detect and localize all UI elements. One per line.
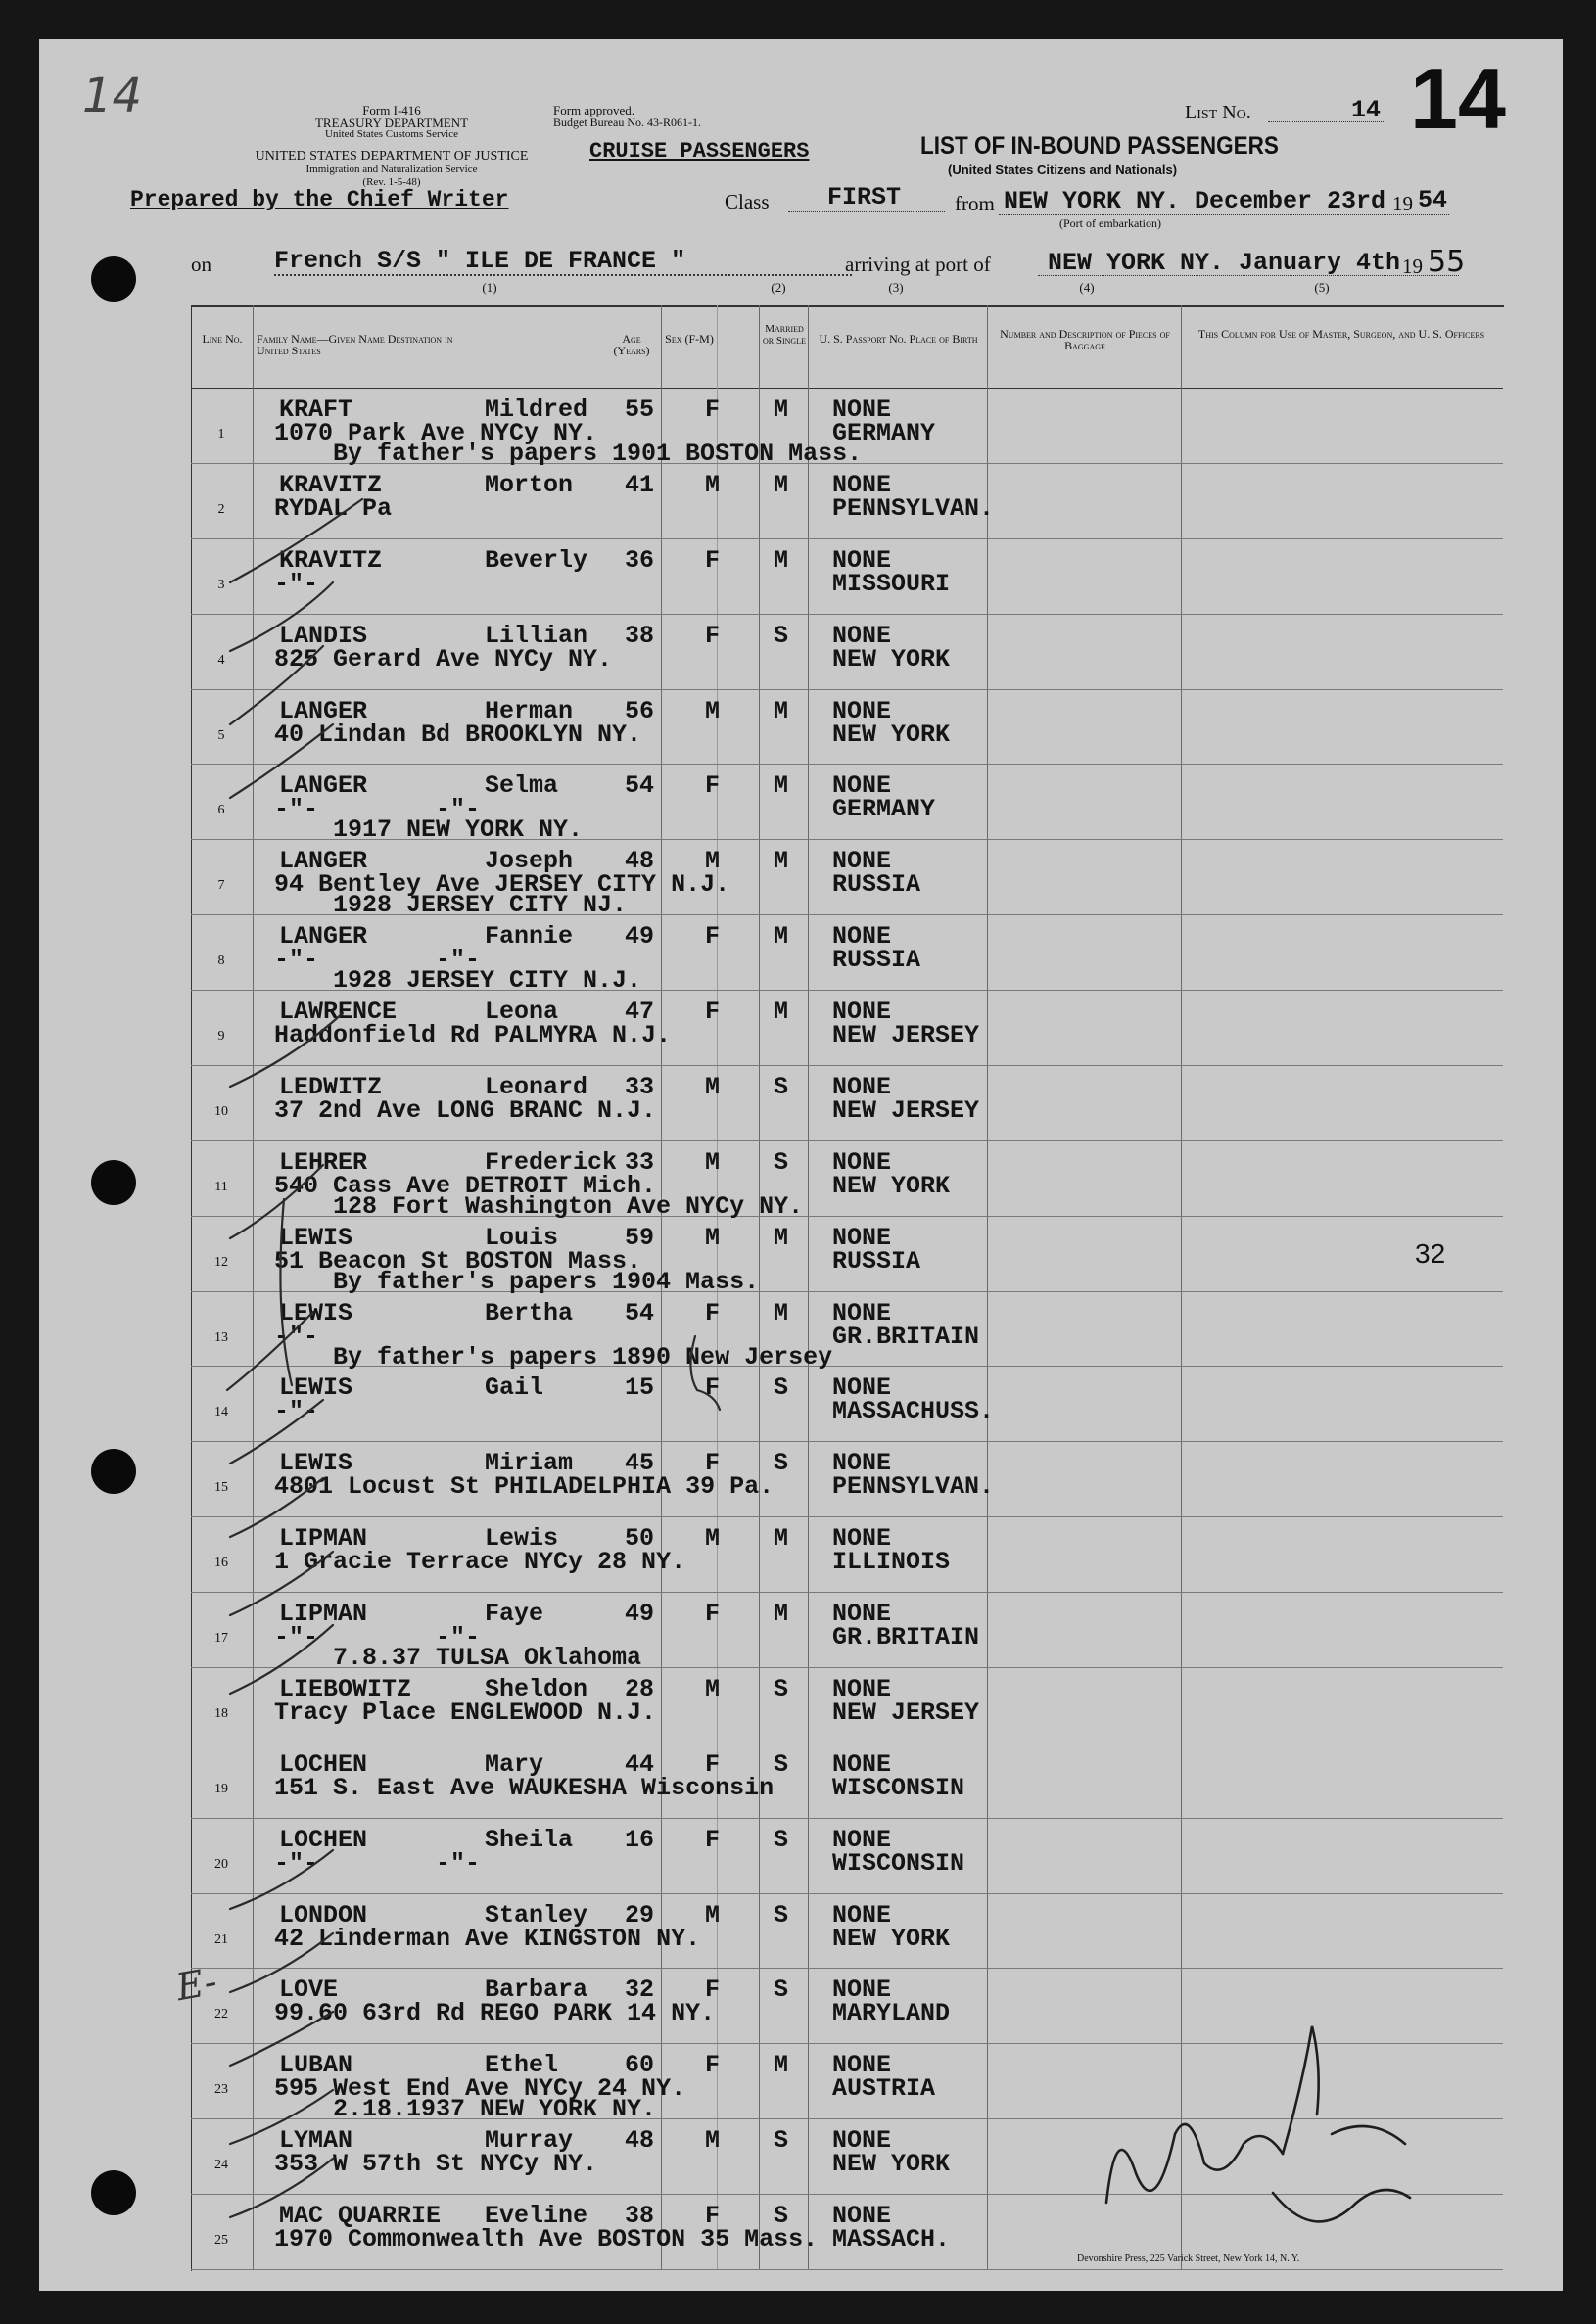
line-number: 3: [217, 577, 225, 592]
passport: NONE: [832, 2126, 892, 2156]
class-label: Class: [725, 190, 770, 213]
header-age: Age (Years): [613, 332, 650, 357]
sex: F: [705, 998, 721, 1027]
from-value: NEW YORK NY. December 23rd: [1004, 187, 1386, 215]
place-of-birth: RUSSIA: [832, 1246, 921, 1276]
line-number: 19: [214, 1781, 228, 1796]
from-label: from: [955, 192, 995, 215]
form-number: Form I-416: [362, 103, 421, 117]
destination: Haddonfield Rd PALMYRA N.J.: [274, 1021, 672, 1050]
header-name: Family Name—Given Name Destination in United States: [257, 332, 453, 357]
naturalization-note: 2.18.1937 NEW YORK NY.: [333, 2095, 657, 2124]
sex: M: [705, 847, 721, 876]
sex: F: [705, 922, 721, 952]
given-name: Sheila: [485, 1825, 574, 1854]
sex: M: [705, 1223, 721, 1252]
sex: F: [705, 1975, 721, 2005]
marital-status: M: [774, 1298, 789, 1327]
list-number-stamp: 14: [1410, 50, 1506, 147]
column-2-marker: (2): [771, 280, 786, 295]
age: 41: [625, 470, 655, 499]
destination: 825 Gerard Ave NYCy NY.: [274, 644, 613, 674]
age: 50: [625, 1524, 655, 1554]
place-of-birth: NEW YORK: [832, 644, 951, 674]
given-name: Morton: [485, 470, 574, 499]
family-name: LIPMAN: [279, 1600, 368, 1629]
given-name: Miriam: [485, 1449, 574, 1478]
naturalization-note: 128 Fort Washington Ave NYCy NY.: [333, 1191, 804, 1221]
class-value: FIRST: [827, 183, 902, 211]
passport: NONE: [832, 2051, 892, 2080]
age: 15: [625, 1373, 655, 1403]
column-4-marker: (4): [1079, 280, 1095, 295]
arriving-year: 55: [1428, 245, 1466, 279]
destination: 94 Bentley Ave JERSEY CITY N.J.: [274, 870, 730, 900]
age: 28: [625, 1674, 655, 1703]
marital-status: S: [774, 1900, 789, 1929]
destination: 1970 Commonwealth Ave BOSTON 35 Mass.: [274, 2225, 819, 2254]
revision: (Rev. 1-5-48): [362, 176, 421, 188]
family-name: LEWIS: [279, 1449, 353, 1478]
sex: M: [705, 1900, 721, 1929]
place-of-birth: NEW YORK: [832, 2150, 951, 2179]
destination: 595 West End Ave NYCy 24 NY.: [274, 2074, 686, 2104]
given-name: Ethel: [485, 2051, 559, 2080]
given-name: Fannie: [485, 922, 574, 952]
family-name: LANDIS: [279, 621, 368, 650]
given-name: Barbara: [485, 1975, 588, 2005]
passport: NONE: [832, 1147, 892, 1177]
marital-status: S: [774, 621, 789, 650]
passport: NONE: [832, 696, 892, 725]
family-name: LYMAN: [279, 2126, 353, 2156]
destination: 1070 Park Ave NYCy NY.: [274, 419, 598, 447]
destination: -"- -"-: [274, 946, 481, 975]
given-name: Sheldon: [485, 1674, 588, 1703]
age: 44: [625, 1749, 655, 1779]
place-of-birth: RUSSIA: [832, 870, 921, 900]
sex: F: [705, 1600, 721, 1629]
given-name: Herman: [485, 696, 574, 725]
destination: 99.60 63rd Rd REGO PARK 14 NY.: [274, 1999, 716, 2028]
sex: F: [705, 771, 721, 801]
marital-status: S: [774, 1749, 789, 1779]
marital-status: M: [774, 1600, 789, 1629]
age: 36: [625, 545, 655, 575]
destination: -"-: [274, 1322, 319, 1351]
age: 16: [625, 1825, 655, 1854]
line-number: 20: [214, 1856, 228, 1872]
line-number: 15: [214, 1480, 228, 1496]
line-number: 18: [214, 1705, 228, 1721]
family-name: LOVE: [279, 1975, 339, 2005]
family-name: LEHRER: [279, 1147, 368, 1177]
place-of-birth: WISCONSIN: [832, 1848, 965, 1878]
passport: NONE: [832, 1600, 892, 1629]
family-name: LOCHEN: [279, 1749, 368, 1779]
destination: 1 Gracie Terrace NYCy 28 NY.: [274, 1548, 686, 1577]
age: 59: [625, 1223, 655, 1252]
destination: RYDAL Pa: [274, 493, 393, 523]
sex: F: [705, 1298, 721, 1327]
family-name: LONDON: [279, 1900, 368, 1929]
sex: F: [705, 395, 721, 424]
sex: M: [705, 1524, 721, 1554]
place-of-birth: WISCONSIN: [832, 1773, 965, 1802]
marital-status: M: [774, 1223, 789, 1252]
destination: 51 Beacon St BOSTON Mass.: [274, 1246, 642, 1276]
family-name: LUBAN: [279, 2051, 353, 2080]
arriving-label: arriving at port of: [845, 253, 991, 276]
age: 32: [625, 1975, 655, 2005]
naturalization-note: By father's papers 1904 Mass.: [333, 1267, 760, 1296]
given-name: Louis: [485, 1223, 559, 1252]
family-name: LIPMAN: [279, 1524, 368, 1554]
destination: 40 Lindan Bd BROOKLYN NY.: [274, 720, 642, 749]
line-number: 12: [214, 1254, 228, 1270]
list-number-typed: 14: [1351, 96, 1382, 124]
list-number-label: List No.: [1185, 102, 1251, 123]
given-name: Mildred: [485, 395, 588, 424]
sex: F: [705, 1373, 721, 1403]
ship-name: French S/S " ILE DE FRANCE ": [274, 247, 686, 275]
side-number: 32: [1415, 1238, 1446, 1269]
line-number: 22: [214, 2007, 228, 2022]
passport: NONE: [832, 2202, 892, 2231]
sex: F: [705, 1749, 721, 1779]
given-name: Leona: [485, 998, 559, 1027]
age: 33: [625, 1072, 655, 1101]
place-of-birth: AUSTRIA: [832, 2074, 936, 2104]
family-name: LEDWITZ: [279, 1072, 383, 1101]
place-of-birth: NEW YORK: [832, 1171, 951, 1200]
passport: NONE: [832, 1373, 892, 1403]
manifest-sheet: [39, 39, 1563, 2291]
marital-status: M: [774, 395, 789, 424]
age: 54: [625, 1298, 655, 1327]
header-married: Married or Single: [763, 323, 806, 347]
sex: F: [705, 1825, 721, 1854]
place-of-birth: NEW YORK: [832, 720, 951, 749]
age: 48: [625, 847, 655, 876]
passport: NONE: [832, 1298, 892, 1327]
age: 47: [625, 998, 655, 1027]
sex: M: [705, 1674, 721, 1703]
place-of-birth: MASSACH.: [832, 2225, 951, 2254]
line-number: 2: [217, 501, 225, 517]
marital-status: S: [774, 1975, 789, 2005]
port-of-embarkation: (Port of embarkation): [1059, 216, 1161, 230]
age: 48: [625, 2126, 655, 2156]
given-name: Faye: [485, 1600, 544, 1629]
given-name: Selma: [485, 771, 559, 801]
naturalization-note: By father's papers 1890 New Jersey: [333, 1342, 833, 1371]
age: 55: [625, 395, 655, 424]
marital-status: S: [774, 1449, 789, 1478]
sex: M: [705, 696, 721, 725]
naturalization-note: By father's papers 1901 BOSTON Mass.: [333, 440, 863, 468]
place-of-birth: NEW JERSEY: [832, 1697, 980, 1727]
sex: M: [705, 470, 721, 499]
line-number: 11: [214, 1179, 228, 1194]
age: 49: [625, 922, 655, 952]
passport: NONE: [832, 621, 892, 650]
age: 49: [625, 1600, 655, 1629]
line-number: 17: [214, 1631, 228, 1647]
line-number: 5: [217, 727, 225, 743]
header-line-no: Line No.: [202, 332, 243, 346]
place-of-birth: MASSACHUSS.: [832, 1397, 995, 1426]
sex: F: [705, 2202, 721, 2231]
age: 60: [625, 2051, 655, 2080]
sex: F: [705, 2051, 721, 2080]
line-number: 7: [217, 878, 225, 894]
sex: F: [705, 621, 721, 650]
family-name: LEWIS: [279, 1223, 353, 1252]
line-number: 21: [214, 1931, 228, 1947]
header-sex: Sex (F-M): [665, 332, 714, 346]
given-name: Stanley: [485, 1900, 588, 1929]
family-name: LANGER: [279, 696, 368, 725]
passport: NONE: [832, 1674, 892, 1703]
line-number: 14: [214, 1405, 228, 1420]
sex: M: [705, 1072, 721, 1101]
department-of-justice: UNITED STATES DEPARTMENT OF JUSTICE: [255, 149, 529, 163]
given-name: Joseph: [485, 847, 574, 876]
budget-bureau: Budget Bureau No. 43-R061-1.: [553, 116, 701, 129]
family-name: LAWRENCE: [279, 998, 398, 1027]
marital-status: M: [774, 2051, 789, 2080]
header-officers: This Column for Use of Master, Surgeon, and U. S. Officers: [1197, 327, 1485, 341]
naturalization-note: 7.8.37 TULSA Oklahoma: [333, 1644, 642, 1673]
cruise-passengers-stamp: CRUISE PASSENGERS: [589, 139, 810, 163]
passport: NONE: [832, 545, 892, 575]
destination: -"- -"-: [274, 1848, 481, 1878]
destination: -"-: [274, 1397, 319, 1426]
pencil-note: E-: [172, 1959, 220, 2010]
family-name: LOCHEN: [279, 1825, 368, 1854]
naturalization-note: 1928 JERSEY CITY N.J.: [333, 966, 642, 996]
prepared-by: Prepared by the Chief Writer: [130, 187, 509, 212]
document-title: LIST OF IN-BOUND PASSENGERS: [920, 132, 1279, 160]
sex: F: [705, 545, 721, 575]
family-name: LEWIS: [279, 1373, 353, 1403]
passport: NONE: [832, 1524, 892, 1554]
family-name: KRAVITZ: [279, 470, 383, 499]
naturalization-note: 1928 JERSEY CITY NJ.: [333, 891, 628, 920]
place-of-birth: PENNSYLVAN.: [832, 493, 995, 523]
given-name: Mary: [485, 1749, 544, 1779]
place-of-birth: GERMANY: [832, 795, 936, 824]
line-number: 6: [217, 803, 225, 818]
line-number: 16: [214, 1556, 228, 1571]
destination: -"- -"-: [274, 795, 481, 824]
destination: 151 S. East Ave WAUKESHA Wisconsin: [274, 1773, 775, 1802]
marital-status: S: [774, 2126, 789, 2156]
from-year-prefix: 19: [1392, 192, 1413, 215]
officer-signature: [1106, 2026, 1410, 2221]
given-name: Leonard: [485, 1072, 588, 1101]
given-name: Bertha: [485, 1298, 574, 1327]
family-name: LIEBOWITZ: [279, 1674, 412, 1703]
given-name: Murray: [485, 2126, 574, 2156]
marital-status: S: [774, 1072, 789, 1101]
destination: Tracy Place ENGLEWOOD N.J.: [274, 1697, 657, 1727]
passport: NONE: [832, 922, 892, 952]
given-name: Frederick: [485, 1147, 618, 1177]
document-subtitle: (United States Citizens and Nationals): [948, 163, 1178, 177]
line-number: 1: [217, 427, 225, 442]
marital-status: S: [774, 2202, 789, 2231]
column-1-marker: (1): [482, 280, 497, 295]
destination: -"- -"-: [274, 1623, 481, 1652]
age: 54: [625, 771, 655, 801]
arriving-year-prefix: 19: [1402, 255, 1423, 278]
line-number: 10: [214, 1103, 228, 1119]
passport: NONE: [832, 1449, 892, 1478]
line-number: 13: [214, 1329, 228, 1345]
corner-handwritten-number: 14: [82, 69, 143, 123]
marital-status: M: [774, 922, 789, 952]
family-name: MAC QUARRIE: [279, 2202, 442, 2231]
place-of-birth: NEW JERSEY: [832, 1021, 980, 1050]
family-name: KRAFT: [279, 395, 353, 424]
naturalization-note: 1917 NEW YORK NY.: [333, 815, 584, 845]
given-name: Lewis: [485, 1524, 559, 1554]
age: 45: [625, 1449, 655, 1478]
destination: 42 Linderman Ave KINGSTON NY.: [274, 1924, 701, 1953]
destination: 353 W 57th St NYCy NY.: [274, 2150, 598, 2179]
marital-status: S: [774, 1825, 789, 1854]
marital-status: M: [774, 771, 789, 801]
passport: NONE: [832, 395, 892, 424]
family-name: LANGER: [279, 922, 368, 952]
passport: NONE: [832, 771, 892, 801]
given-name: Eveline: [485, 2202, 588, 2231]
passport: NONE: [832, 847, 892, 876]
line-number: 23: [214, 2082, 228, 2098]
from-year: 54: [1418, 186, 1448, 214]
given-name: Lillian: [485, 621, 588, 650]
immigration-service: Immigration and Naturalization Service: [305, 163, 478, 175]
destination: 540 Cass Ave DETROIT Mich.: [274, 1171, 657, 1200]
passport: NONE: [832, 1072, 892, 1101]
place-of-birth: NEW JERSEY: [832, 1095, 980, 1125]
sex: M: [705, 1147, 721, 1177]
line-number: 9: [217, 1029, 225, 1045]
marital-status: M: [774, 696, 789, 725]
passport: NONE: [832, 1825, 892, 1854]
pencil-check-marks: [39, 39, 1563, 2291]
passport: NONE: [832, 1975, 892, 2005]
header-passport: U. S. Passport No. Place of Birth: [819, 332, 978, 346]
age: 38: [625, 2202, 655, 2231]
column-5-marker: (5): [1314, 280, 1330, 295]
place-of-birth: PENNSYLVAN.: [832, 1472, 995, 1502]
arriving-value: NEW YORK NY. January 4th: [1048, 249, 1401, 277]
treasury-department: TREASURY DEPARTMENT: [314, 116, 469, 130]
place-of-birth: GR.BRITAIN: [832, 1623, 980, 1652]
given-name: Gail: [485, 1373, 544, 1403]
destination: 4801 Locust St PHILADELPHIA 39 Pa.: [274, 1472, 775, 1502]
header-baggage: Number and Description of Pieces of Baggage: [1000, 327, 1170, 352]
given-name: Beverly: [485, 545, 588, 575]
marital-status: M: [774, 545, 789, 575]
line-number: 8: [217, 953, 225, 969]
passport: NONE: [832, 998, 892, 1027]
destination: 37 2nd Ave LONG BRANC N.J.: [274, 1095, 657, 1125]
place-of-birth: NEW YORK: [832, 1924, 951, 1953]
line-number: 4: [217, 652, 225, 668]
marital-status: M: [774, 998, 789, 1027]
column-3-marker: (3): [888, 280, 904, 295]
destination: -"-: [274, 569, 319, 598]
passport: NONE: [832, 1900, 892, 1929]
family-name: KRAVITZ: [279, 545, 383, 575]
place-of-birth: MISSOURI: [832, 569, 951, 598]
on-label: on: [191, 253, 211, 276]
marital-status: M: [774, 1524, 789, 1554]
customs-service: United States Customs Service: [325, 128, 458, 140]
age: 29: [625, 1900, 655, 1929]
place-of-birth: GR.BRITAIN: [832, 1322, 980, 1351]
place-of-birth: ILLINOIS: [832, 1548, 951, 1577]
passport: NONE: [832, 1749, 892, 1779]
printer-footer: Devonshire Press, 225 Varick Street, New York 14, N. Y.: [1077, 2254, 1300, 2264]
family-name: LANGER: [279, 847, 368, 876]
marital-status: M: [774, 470, 789, 499]
place-of-birth: RUSSIA: [832, 946, 921, 975]
line-number: 24: [214, 2158, 228, 2173]
passport: NONE: [832, 1223, 892, 1252]
family-name: LEWIS: [279, 1298, 353, 1327]
marital-status: S: [774, 1674, 789, 1703]
age: 56: [625, 696, 655, 725]
age: 33: [625, 1147, 655, 1177]
line-number: 25: [214, 2233, 228, 2249]
place-of-birth: GERMANY: [832, 419, 936, 447]
marital-status: S: [774, 1373, 789, 1403]
sex: F: [705, 1449, 721, 1478]
family-name: LANGER: [279, 771, 368, 801]
marital-status: M: [774, 847, 789, 876]
age: 38: [625, 621, 655, 650]
form-approved: Form approved.: [553, 103, 635, 117]
passport: NONE: [832, 470, 892, 499]
place-of-birth: MARYLAND: [832, 1999, 951, 2028]
sex: M: [705, 2126, 721, 2156]
marital-status: S: [774, 1147, 789, 1177]
